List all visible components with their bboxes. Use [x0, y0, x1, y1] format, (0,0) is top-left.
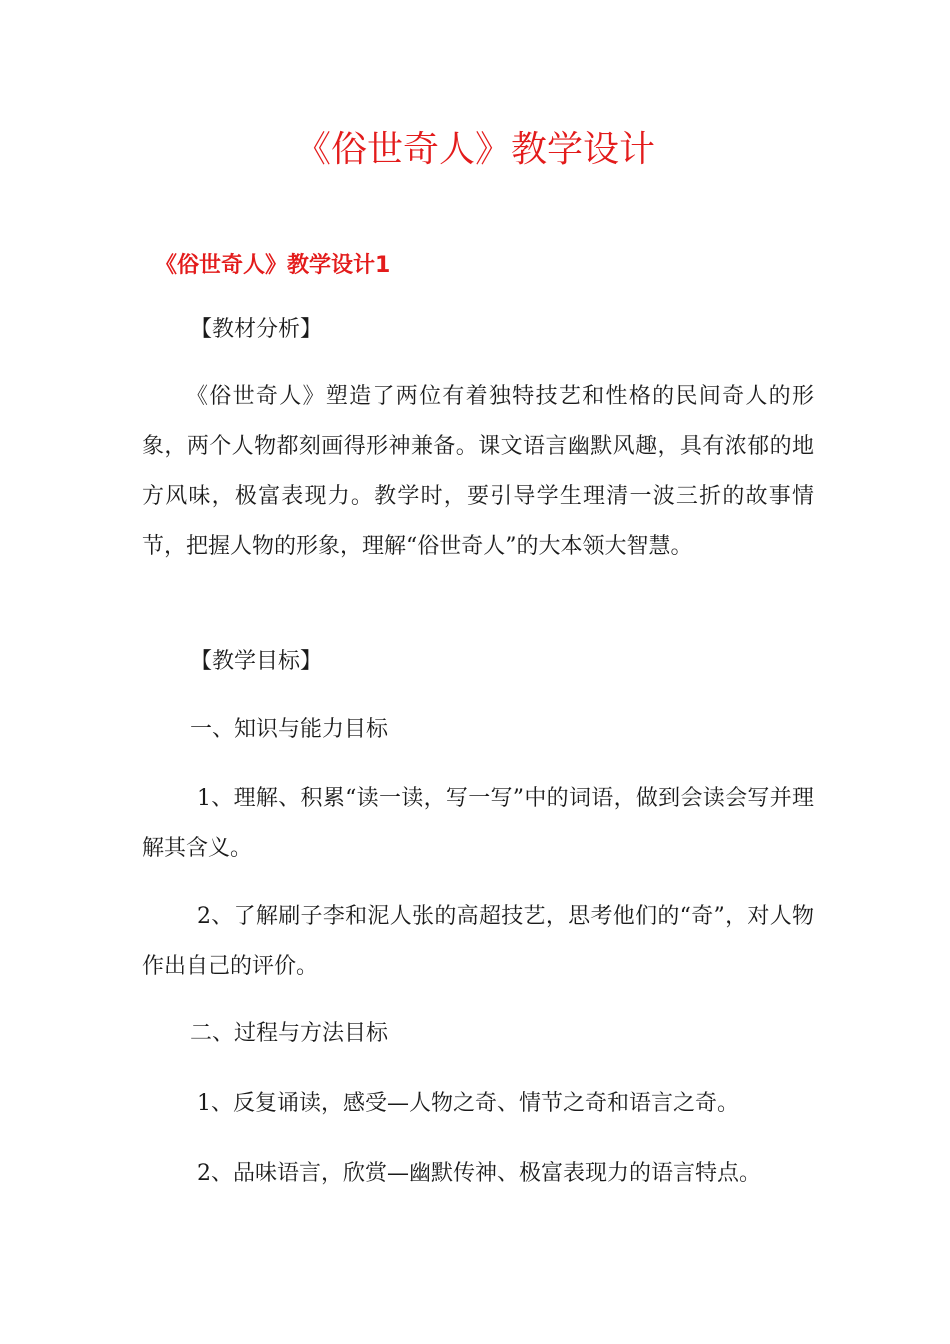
paragraph-material-analysis: 《俗世奇人》塑造了两位有着独特技艺和性格的民间奇人的形象，两个人物都刻画得形神兼备。课文语言幽默风趣，具有浓郁的地方风味，极富表现力。教学时，要引导学生理清一波三折的故事情节，把握人物的形象，理解“俗世奇人”的大本领大智慧。	[142, 384, 814, 559]
document-title: 《俗世奇人》教学设计	[294, 129, 655, 170]
paragraph-goal-1-2: 2、了解刷子李和泥人张的高超技艺，思考他们的“奇”，对人物作出自己的评价。	[142, 904, 814, 979]
paragraph-goal-2-2: 2、品味语言，欣赏—幽默传神、极富表现力的语言特点。	[197, 1161, 761, 1186]
section-subtitle: 《俗世奇人》教学设计1	[155, 253, 391, 278]
paragraph-goal-2-1: 1、反复诵读，感受—人物之奇、情节之奇和语言之奇。	[197, 1091, 739, 1116]
heading-knowledge-goals: 一、知识与能力目标	[190, 717, 389, 742]
heading-teaching-goals: 【教学目标】	[190, 649, 323, 674]
paragraph-goal-1-1: 1、理解、积累“读一读，写一写”中的词语，做到会读会写并理解其含义。	[142, 786, 814, 861]
heading-process-goals: 二、过程与方法目标	[190, 1021, 389, 1046]
heading-material-analysis: 【教材分析】	[190, 317, 323, 342]
